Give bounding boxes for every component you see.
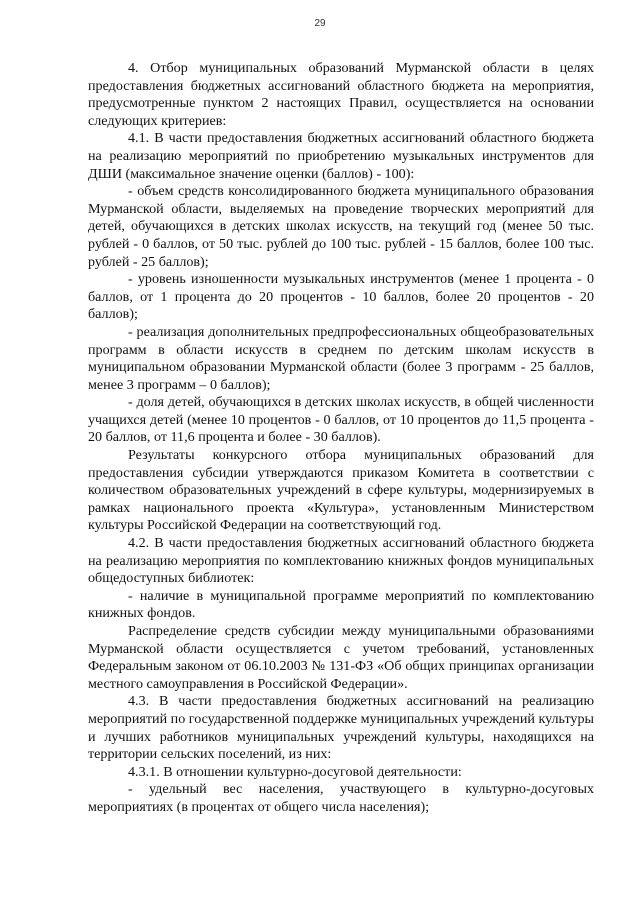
criterion-population-share: - удельный вес населения, участвующего в культурно-досуговых мероприятиях (в процентах от общего числа населения); <box>88 781 594 815</box>
criterion-budget-volume: - объем средств консолидированного бюджета муниципального образования Мурманской области, выделяемых на проведение творческих мероприятий для детей, обучающихся в детских школах искусств, на текущий год (менее 50 тыс. рублей - 0 баллов, от 50 тыс. рублей до 100 тыс. рублей - 15 баллов, более 100 тыс. рублей - 25 баллов); <box>88 183 594 270</box>
paragraph-distribution: Распределение средств субсидии между муниципальными образованиями Мурманской области осуществляется с учетом требований, установленных Федеральным законом от 06.10.2003 № 131-ФЗ «Об общих принципах организации местного самоуправления в Российской Федерации». <box>88 623 594 692</box>
page-number: 29 <box>314 18 326 29</box>
criterion-children-share: - доля детей, обучающихся в детских школах искусств, в общей численности учащихся детей (менее 10 процентов - 0 баллов, от 10 процентов до 11,5 процента - 20 баллов, от 11,6 процента и более - 30 баллов). <box>88 394 594 446</box>
criterion-library-program: - наличие в муниципальной программе мероприятий по комплектованию книжных фондов. <box>88 587 594 622</box>
criterion-programs: - реализация дополнительных предпрофессиональных общеобразовательных программ в области искусств в среднем по детским школам искусств в муниципальном образовании Мурманской области (более 3 программ - 25 баллов, менее 3 программ – 0 баллов); <box>88 323 594 393</box>
paragraph-4-2: 4.2. В части предоставления бюджетных ассигнований областного бюджета на реализацию мероприятия по комплектованию книжных фондов муниципальных общедоступных библиотек: <box>88 535 594 587</box>
paragraph-4-3-1: 4.3.1. В отношении культурно-досуговой деятельности: <box>128 763 462 780</box>
paragraph-results: Результаты конкурсного отбора муниципальных образований для предоставления субсидии утверждаются приказом Комитета в соответствии с количеством образовательных учреждений в сфере культуры, модернизируемых в рамках национального проекта «Культура», установленным Министерством культуры Российской Федерации на соответствующий год. <box>88 447 594 534</box>
paragraph-4-1: 4.1. В части предоставления бюджетных ассигнований областного бюджета на реализацию мероприятий по приобретению музыкальных инструментов для ДШИ (максимальное значение оценки (баллов) - 100): <box>88 130 594 182</box>
document-body <box>88 60 594 817</box>
criterion-instrument-wear: - уровень изношенности музыкальных инструментов (менее 1 процента - 0 баллов, от 1 процента до 20 процентов - 10 баллов, более 20 процентов - 20 баллов); <box>88 271 594 323</box>
paragraph-4-3: 4.3. В части предоставления бюджетных ассигнований на реализацию мероприятий по государственной поддержке муниципальных учреждений культуры и лучших работников муниципальных учреждений культуры, находящихся на территории сельских поселений, из них: <box>88 693 594 763</box>
paragraph-4: 4. Отбор муниципальных образований Мурманской области в целях предоставления бюджетных ассигнований областного бюджета на мероприятия, предусмотренные пунктом 2 настоящих Правил, осуществляется на основании следующих критериев: <box>88 60 594 129</box>
